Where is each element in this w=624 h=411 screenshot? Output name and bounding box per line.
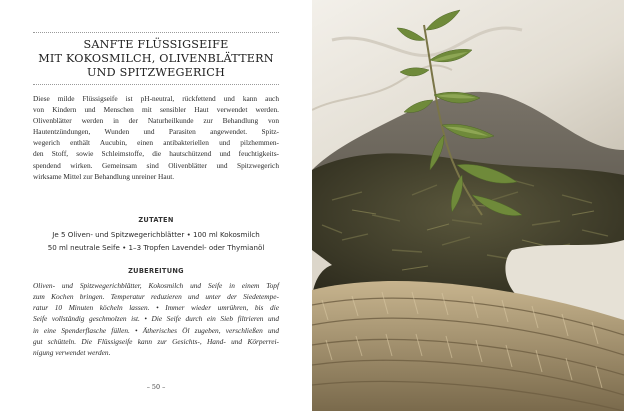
preparation-line: ratur 10 Minuten köcheln lassen. • Immer wieder umrühren, bis die	[33, 303, 279, 313]
preparation-line: Oliven- und Spitzwegerichblätter, Kokosmilch und Seife in einem Topf	[33, 281, 279, 290]
preparation-line: zum Kochen bringen. Temperatur reduzieren und unter der Siedetempe-	[33, 292, 279, 302]
preparation-line: in eine Spenderflasche füllen. • Ätherisches Öl zugeben, verschließen und	[33, 325, 279, 335]
preparation-line: gut schütteln. Die Flüssigseife kann zur Gesichts-, Hand- und Körperrei-	[33, 336, 279, 346]
olive-basket-photo	[312, 0, 624, 411]
top-dotted-rule	[33, 32, 279, 33]
intro-line: von Kindern und Menschen mit sensibler Haut verwendet werden.	[33, 105, 279, 115]
intro-line: wegerich enthält Aucubin, einen antibakteriellen und pilzhemmen-	[33, 138, 279, 148]
intro-line: Diese milde Flüssigseife ist pH-neutral, rückfettend und kann auch	[33, 94, 279, 103]
preparation-line: Seife vollständig geschmolzen ist. • Die Seife durch ein Sieb filtrieren und	[33, 314, 279, 324]
title-line: MIT KOKOSMILCH, OLIVENBLÄTTERN	[38, 52, 274, 66]
recipe-title	[33, 38, 279, 81]
title-line: UND SPITZWEGERICH	[87, 66, 225, 80]
intro-line: wirksame Mittel zur Behandlung unreiner Haut.	[33, 171, 175, 181]
intro-line: spendend wirken. Gemeinsam sind Olivenblätter und Spitzwegerich	[33, 160, 279, 170]
photo-illustration	[312, 0, 624, 411]
title-line: SANFTE FLÜSSIGSEIFE	[83, 38, 229, 51]
intro-paragraph	[33, 93, 279, 182]
intro-line: Olivenblätter werden in der Naturheilkunde zur Behandlung von	[33, 116, 279, 126]
intro-line: den Stoff, sowie Schleimstoffe, die hautschützend und feuchtigkeits-	[33, 149, 279, 159]
ingredient-line: 50 ml neutrale Seife • 1–3 Tropfen Lavendel- oder Thymianöl	[47, 243, 265, 252]
preparation-heading: ZUBEREITUNG	[128, 267, 184, 275]
ingredient-line: Je 5 Oliven- und Spitzwegerichblätter • 100 ml Kokosmilch	[52, 230, 260, 239]
ingredients-list	[33, 228, 279, 254]
preparation-line: nigung verwendet werden.	[33, 347, 111, 357]
page-number: – 50 –	[146, 383, 166, 391]
preparation-steps	[33, 280, 279, 358]
ingredients-heading: ZUTATEN	[138, 216, 174, 224]
title-dotted-rule	[33, 84, 279, 85]
intro-line: Hautentzündungen, Wunden und Parasiten angewendet. Spitz-	[33, 127, 279, 137]
